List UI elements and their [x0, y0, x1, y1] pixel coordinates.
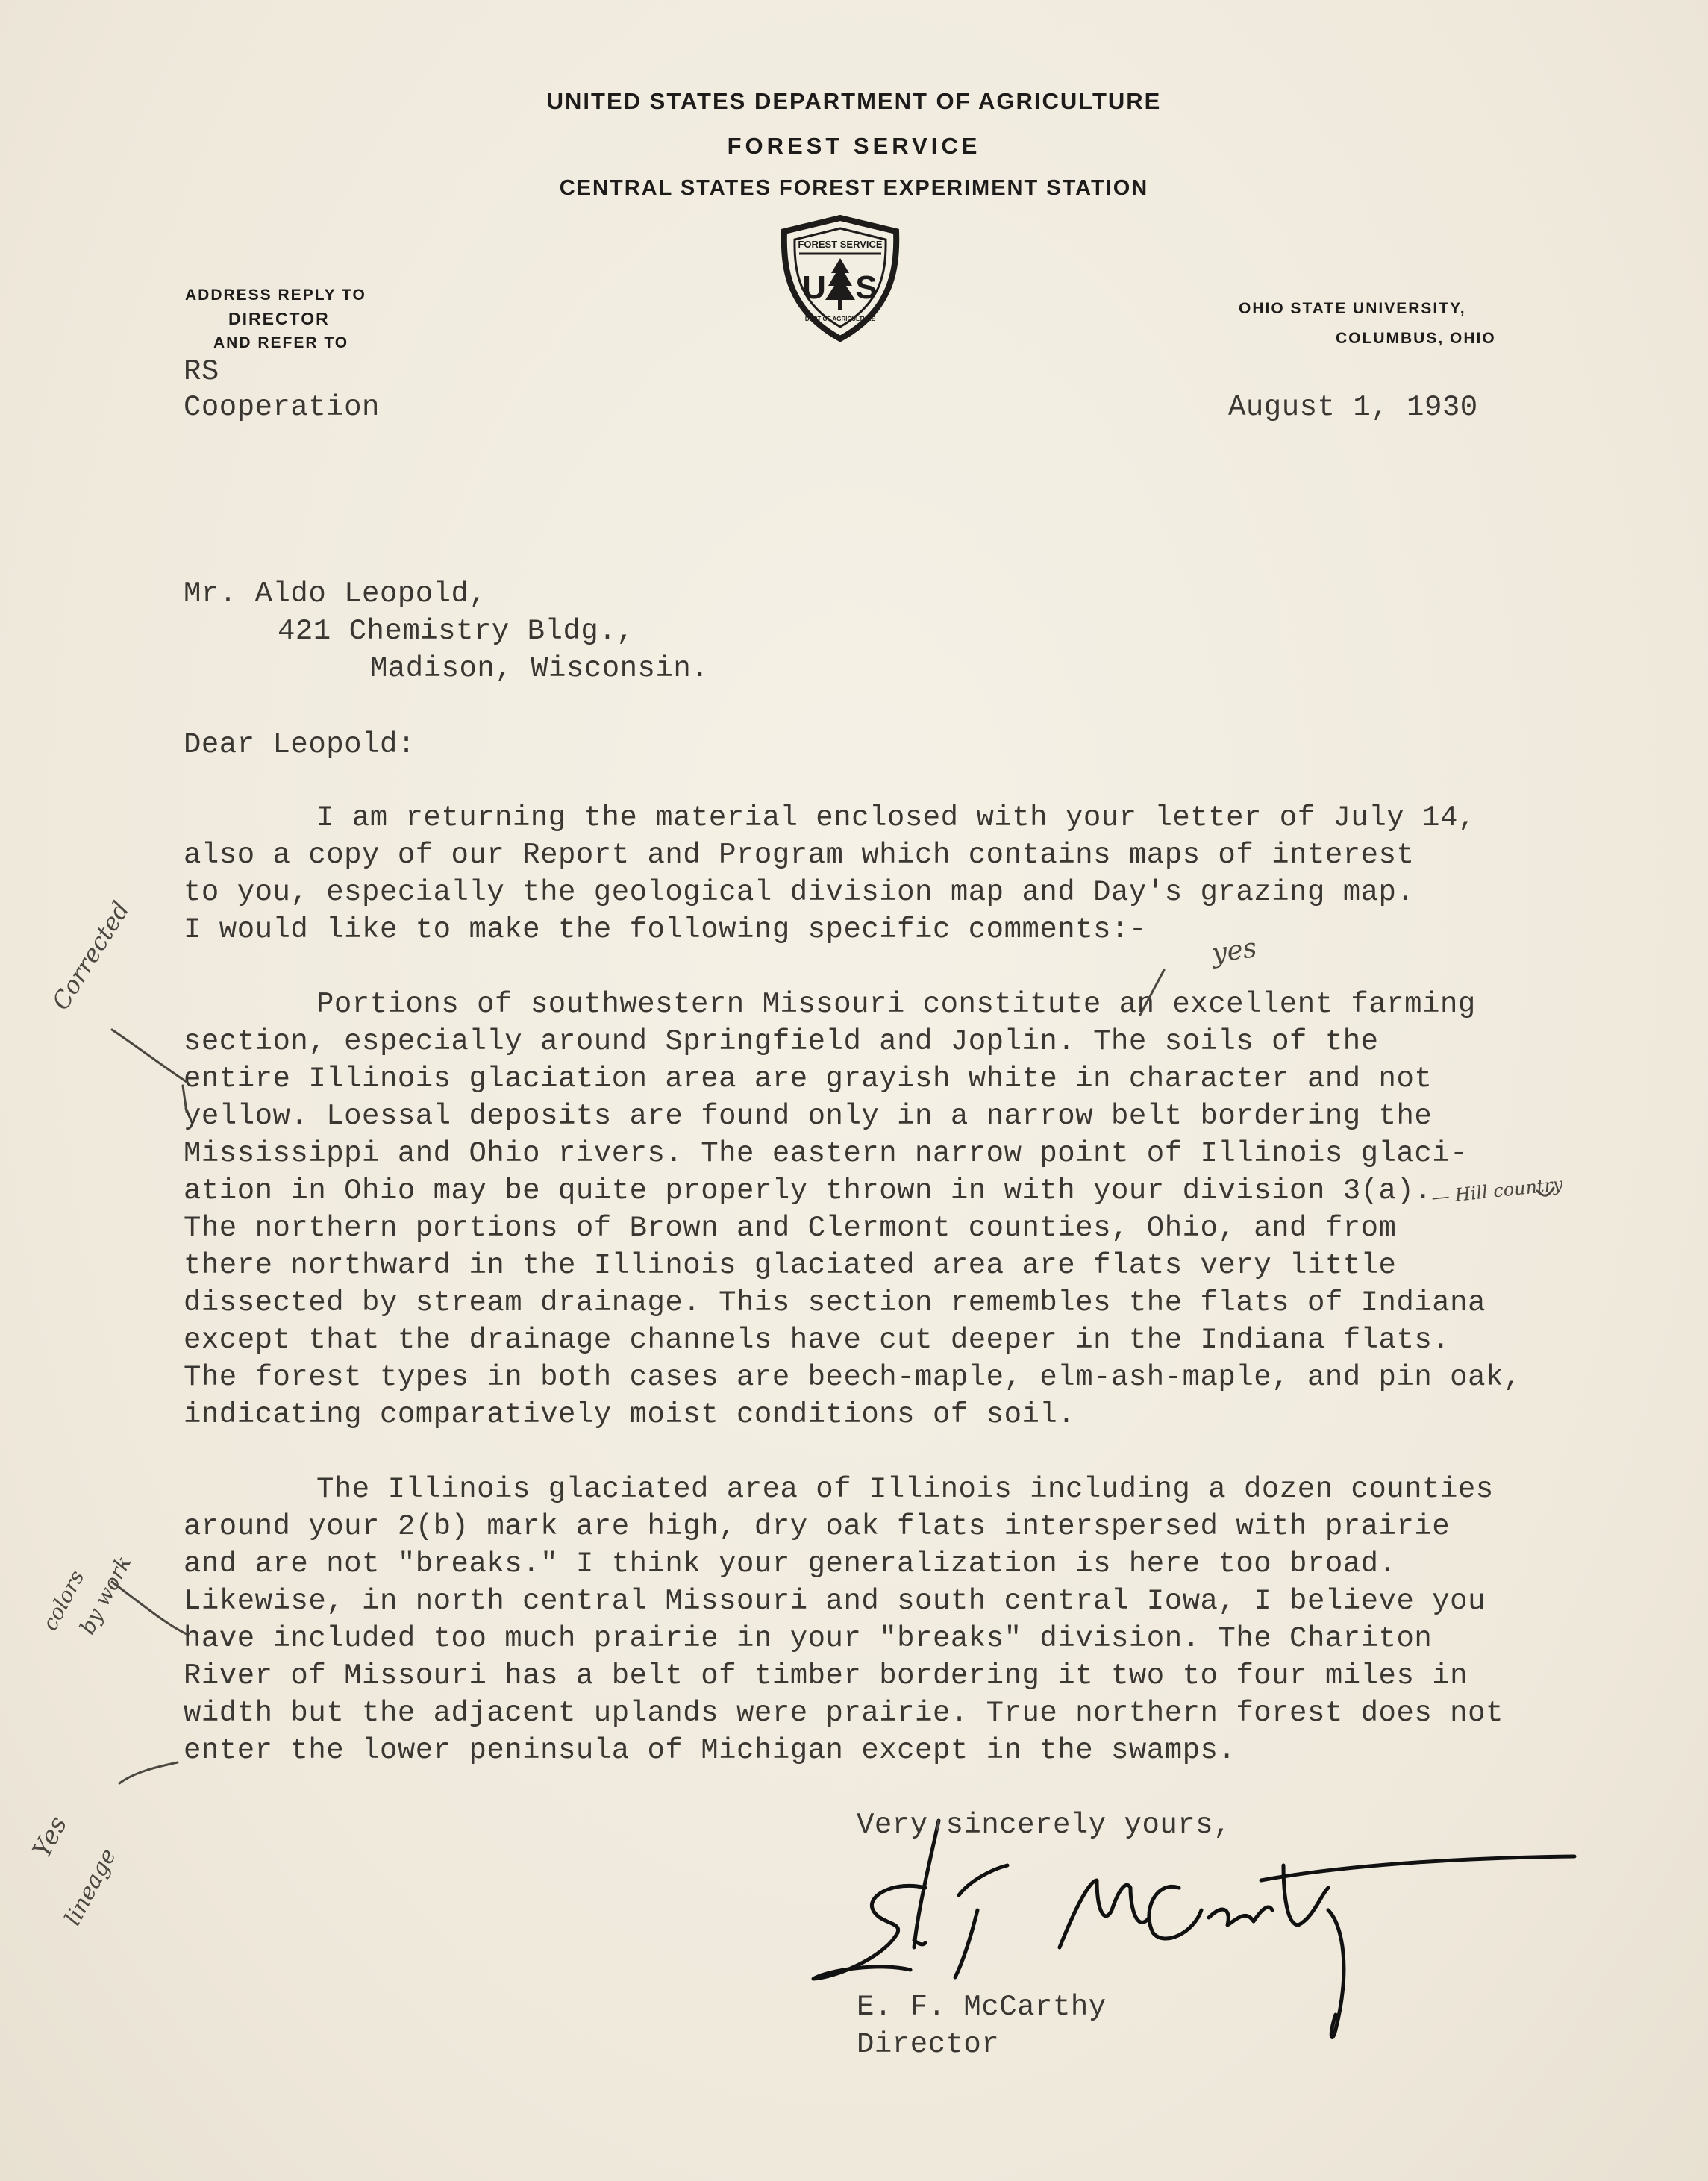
address-reply-line1: ADDRESS REPLY TO	[185, 287, 366, 304]
annotation-margin-middle-2: by work	[75, 1551, 137, 1639]
body-line: there northward in the Illinois glaciated area are flats very little	[184, 1249, 1397, 1282]
body-line: dissected by stream drainage. This section remembles the flats of Indiana	[184, 1286, 1486, 1319]
svg-text:FOREST SERVICE: FOREST SERVICE	[798, 239, 883, 250]
salutation: Dear Leopold:	[184, 728, 416, 761]
letterhead-service: FOREST SERVICE	[727, 133, 981, 159]
address-reply-line2: DIRECTOR	[228, 309, 330, 328]
body-line: ation in Ohio may be quite properly thrown in with your division 3(a).	[184, 1174, 1433, 1207]
body-line: Portions of southwestern Missouri constitute an excellent farming	[316, 988, 1476, 1021]
body-line: I am returning the material enclosed with your letter of July 14,	[316, 801, 1476, 834]
reference-line2: Cooperation	[184, 391, 380, 424]
body-line: have included too much prairie in your "breaks" division. The Chariton	[184, 1622, 1433, 1655]
recipient-line1: Mr. Aldo Leopold,	[184, 578, 487, 610]
body-line: and are not "breaks." I think your generalization is here too broad.	[184, 1548, 1397, 1580]
address-reply-line3: AND REFER TO	[213, 334, 349, 351]
signer-name: E. F. McCarthy	[857, 1991, 1107, 2024]
body-line: The forest types in both cases are beech-maple, elm-ash-maple, and pin oak,	[184, 1361, 1521, 1394]
svg-text:DEPT OF AGRICULTURE: DEPT OF AGRICULTURE	[804, 316, 876, 322]
recipient-line2: 421 Chemistry Bldg.,	[278, 615, 635, 648]
body-line: Likewise, in north central Missouri and south central Iowa, I believe you	[184, 1585, 1486, 1618]
body-line: around your 2(b) mark are high, dry oak flats interspersed with prairie	[184, 1510, 1451, 1543]
recipient-line3: Madison, Wisconsin.	[370, 652, 710, 685]
reference-line1: RS	[184, 355, 219, 388]
annotation-yes-top: yes	[1210, 933, 1259, 969]
body-line: enter the lower peninsula of Michigan except in the swamps.	[184, 1734, 1236, 1767]
body-line: indicating comparatively moist conditions of soil.	[184, 1398, 1076, 1431]
body-line: yellow. Loessal deposits are found only in a narrow belt bordering the	[184, 1100, 1433, 1133]
body-line: River of Missouri has a belt of timber bordering it two to four miles in	[184, 1659, 1468, 1692]
body-line: The northern portions of Brown and Clermont counties, Ohio, and from	[184, 1212, 1397, 1245]
letterhead-station: CENTRAL STATES FOREST EXPERIMENT STATION	[559, 176, 1149, 200]
annotation-margin-bottom: lineage	[60, 1844, 122, 1930]
location-line2: COLUMBUS, OHIO	[1336, 330, 1496, 347]
body-line: width but the adjacent uplands were prairie. True northern forest does not	[184, 1697, 1504, 1730]
body-line: entire Illinois glaciation area are grayish white in character and not	[184, 1063, 1433, 1095]
body-line: except that the drainage channels have cut deeper in the Indiana flats.	[184, 1324, 1451, 1357]
closing: Very sincerely yours,	[857, 1809, 1231, 1842]
annotation-corrected: Corrected	[46, 896, 135, 1016]
letter-date: August 1, 1930	[1228, 391, 1478, 424]
body-line: to you, especially the geological division map and Day's grazing map.	[184, 876, 1415, 909]
annotation-yes-bottom: Yes	[27, 1811, 74, 1863]
body-line: I would like to make the following specific comments:-	[184, 913, 1147, 946]
annotation-hill-country: — Hill country	[1430, 1173, 1564, 1209]
svg-text:U: U	[802, 269, 826, 306]
location-line1: OHIO STATE UNIVERSITY,	[1239, 300, 1466, 317]
body-line: The Illinois glaciated area of Illinois including a dozen counties	[316, 1473, 1494, 1506]
body-line: also a copy of our Report and Program which contains maps of interest	[184, 839, 1415, 872]
letterhead-department: UNITED STATES DEPARTMENT OF AGRICULTURE	[546, 88, 1162, 114]
signer-title: Director	[857, 2028, 1000, 2061]
body-line: section, especially around Springfield and Joplin. The soils of the	[184, 1025, 1379, 1058]
annotation-margin-middle-1: colors	[37, 1565, 90, 1635]
body-line: Mississippi and Ohio rivers. The eastern narrow point of Illinois glaci-	[184, 1137, 1468, 1170]
svg-text:S: S	[855, 269, 878, 306]
